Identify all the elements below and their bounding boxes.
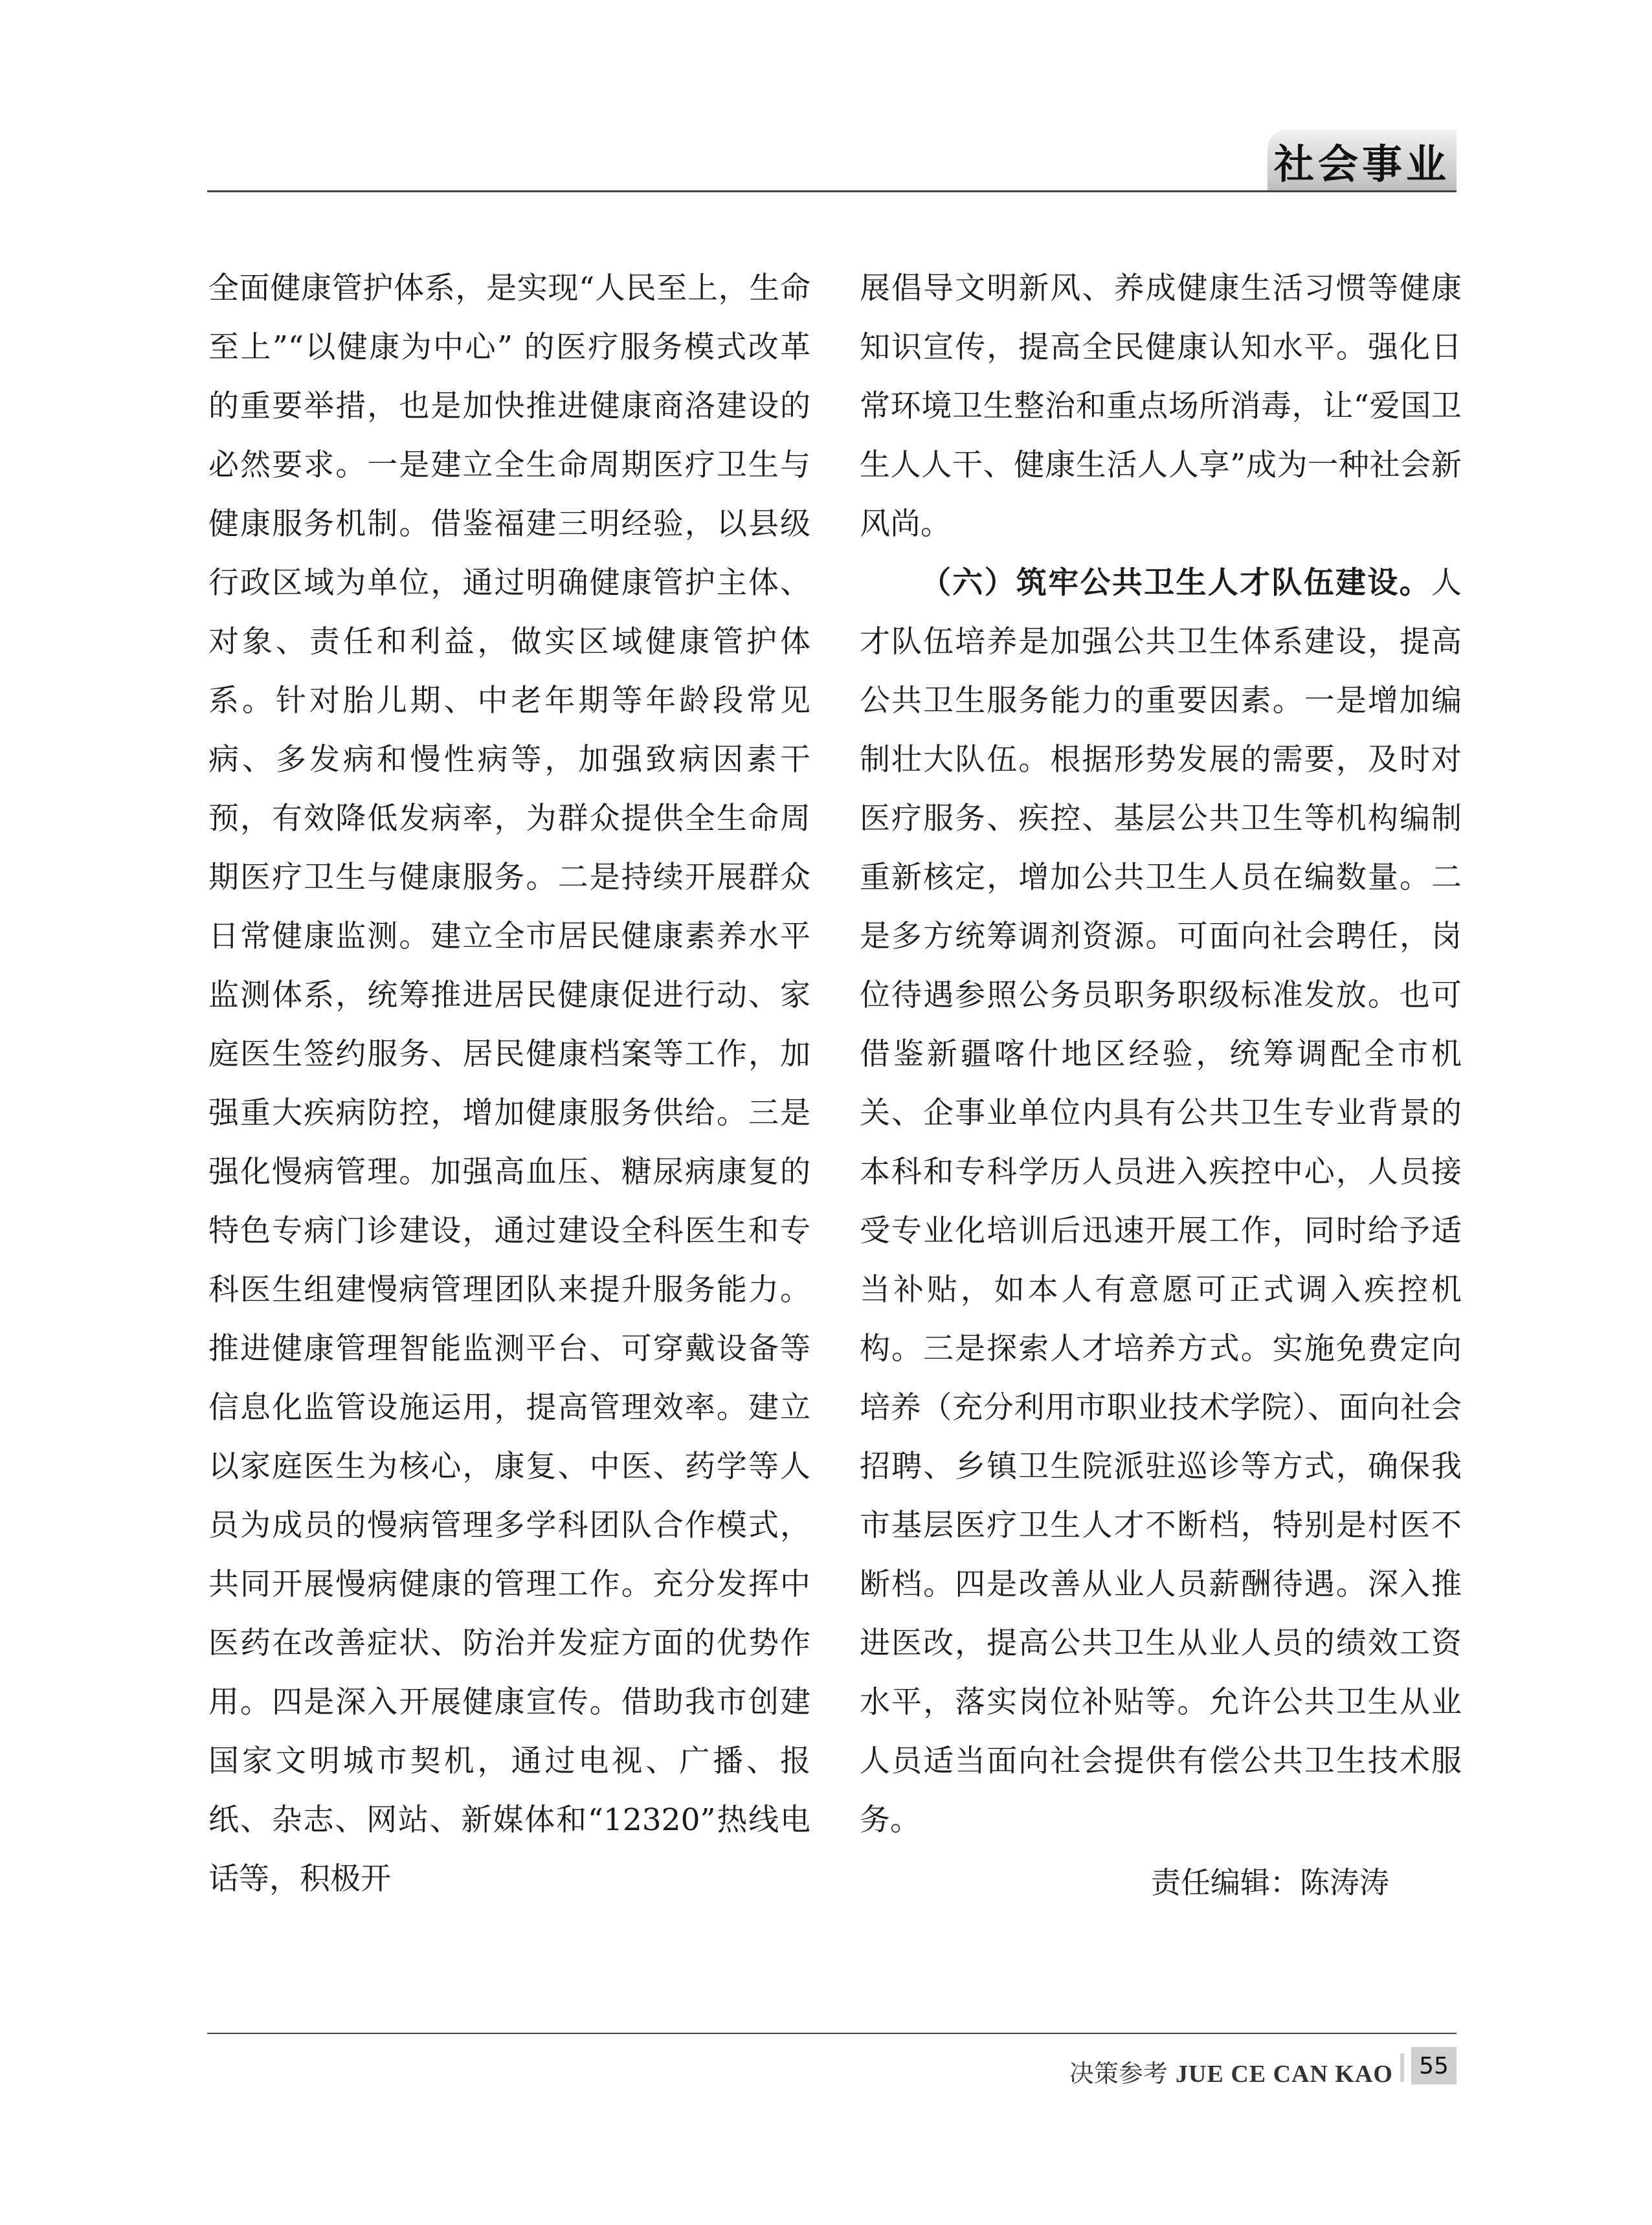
section-paragraph xyxy=(860,553,1462,1850)
editor-credit: 责任编辑：陈涛涛 xyxy=(1151,1865,1389,1900)
footer-separator xyxy=(1400,2053,1404,2082)
body-paragraph: 全面健康管护体系，是实现“人民至上，生命至上”“以健康为中心” 的医疗服务模式改革的重要举措，也是加快推进健康商洛建设的必然要求。一是建立全生命周期医疗卫生与健康服务机制。借鉴福建三明经验，以县级行政区域为单位，通过明确健康管护主体、对象、责任和利益，做实区域健康管护体系。针对胎儿期、中老年期等年龄段常见病、多发病和慢性病等，加强致病因素干预，有效降低发病率，为群众提供全生命周期医疗卫生与健康服务。二是持续开展群众日常健康监测。建立全市居民健康素养水平监测体系，统筹推进居民健康促进行动、家庭医生签约服务、居民健康档案等工作，加强重大疾病防控，增加健康服务供给。三是强化慢病管理。加强高血压、糖尿病康复的特色专病门诊建设，通过建设全科医生和专科医生组建慢病管理团队来提升服务能力。推进健康管理智能监测平台、可穿戴设备等信息化监管设施运用，提高管理效率。建立以家庭医生为核心，康复、中医、药学等人员为成员的慢病管理多学科团队合作模式，共同开展慢病健康的管理工作。充分发挥中医药在改善症状、防治并发症方面的优势作用。四是深入开展健康宣传。借助我市创建国家文明城市契机，通过电视、广播、报纸、杂志、网站、新媒体和“12320”热线电话等，积极开 xyxy=(208,271,810,1897)
body-paragraph: 展倡导文明新风、养成健康生活习惯等健康知识宣传，提高全民健康认知水平。强化日常环境卫生整治和重点场所消毒，让“爱国卫生人人干、健康生活人人享”成为一种社会新风尚。 xyxy=(860,271,1462,542)
magazine-name-cn: 决策参考 xyxy=(1069,2059,1168,2088)
footer-divider xyxy=(207,2033,1457,2034)
section-title: 社会事业 xyxy=(1273,140,1450,188)
header-divider xyxy=(207,190,1457,192)
magazine-name-latin: JUE CE CAN KAO xyxy=(1176,2061,1393,2088)
section-tab xyxy=(1267,129,1457,192)
magazine-name xyxy=(1069,2053,1393,2089)
left-column xyxy=(208,259,810,1908)
right-column xyxy=(860,259,1462,1912)
section-heading: （六）筑牢公共卫生人才队伍建设。 xyxy=(921,565,1431,601)
page-number: 55 xyxy=(1411,2047,1457,2085)
section-body: 人才队伍培养是加强公共卫生体系建设，提高公共卫生服务能力的重要因素。一是增加编制壮大队伍。根据形势发展的需要，及时对医疗服务、疾控、基层公共卫生等机构编制重新核定，增加公共卫生人员在编数量。二是多方统筹调剂资源。可面向社会聘任，岗位待遇参照公务员职务职级标准发放。也可借鉴新疆喀什地区经验，统筹调配全市机关、企事业单位内具有公共卫生专业背景的本科和专科学历人员进入疾控中心，人员接受专业化培训后迅速开展工作，同时给予适当补贴，如本人有意愿可正式调入疾控机构。三是探索人才培养方式。实施免费定向培养（充分利用市职业技术学院）、面向社会招聘、乡镇卫生院派驻巡诊等方式，确保我市基层医疗卫生人才不断档，特别是村医不断档。四是改善从业人员薪酬待遇。深入推进医改，提高公共卫生从业人员的绩效工资水平，落实岗位补贴等。允许公共卫生从业人员适当面向社会提供有偿公共卫生技术服务。 xyxy=(860,565,1462,1838)
